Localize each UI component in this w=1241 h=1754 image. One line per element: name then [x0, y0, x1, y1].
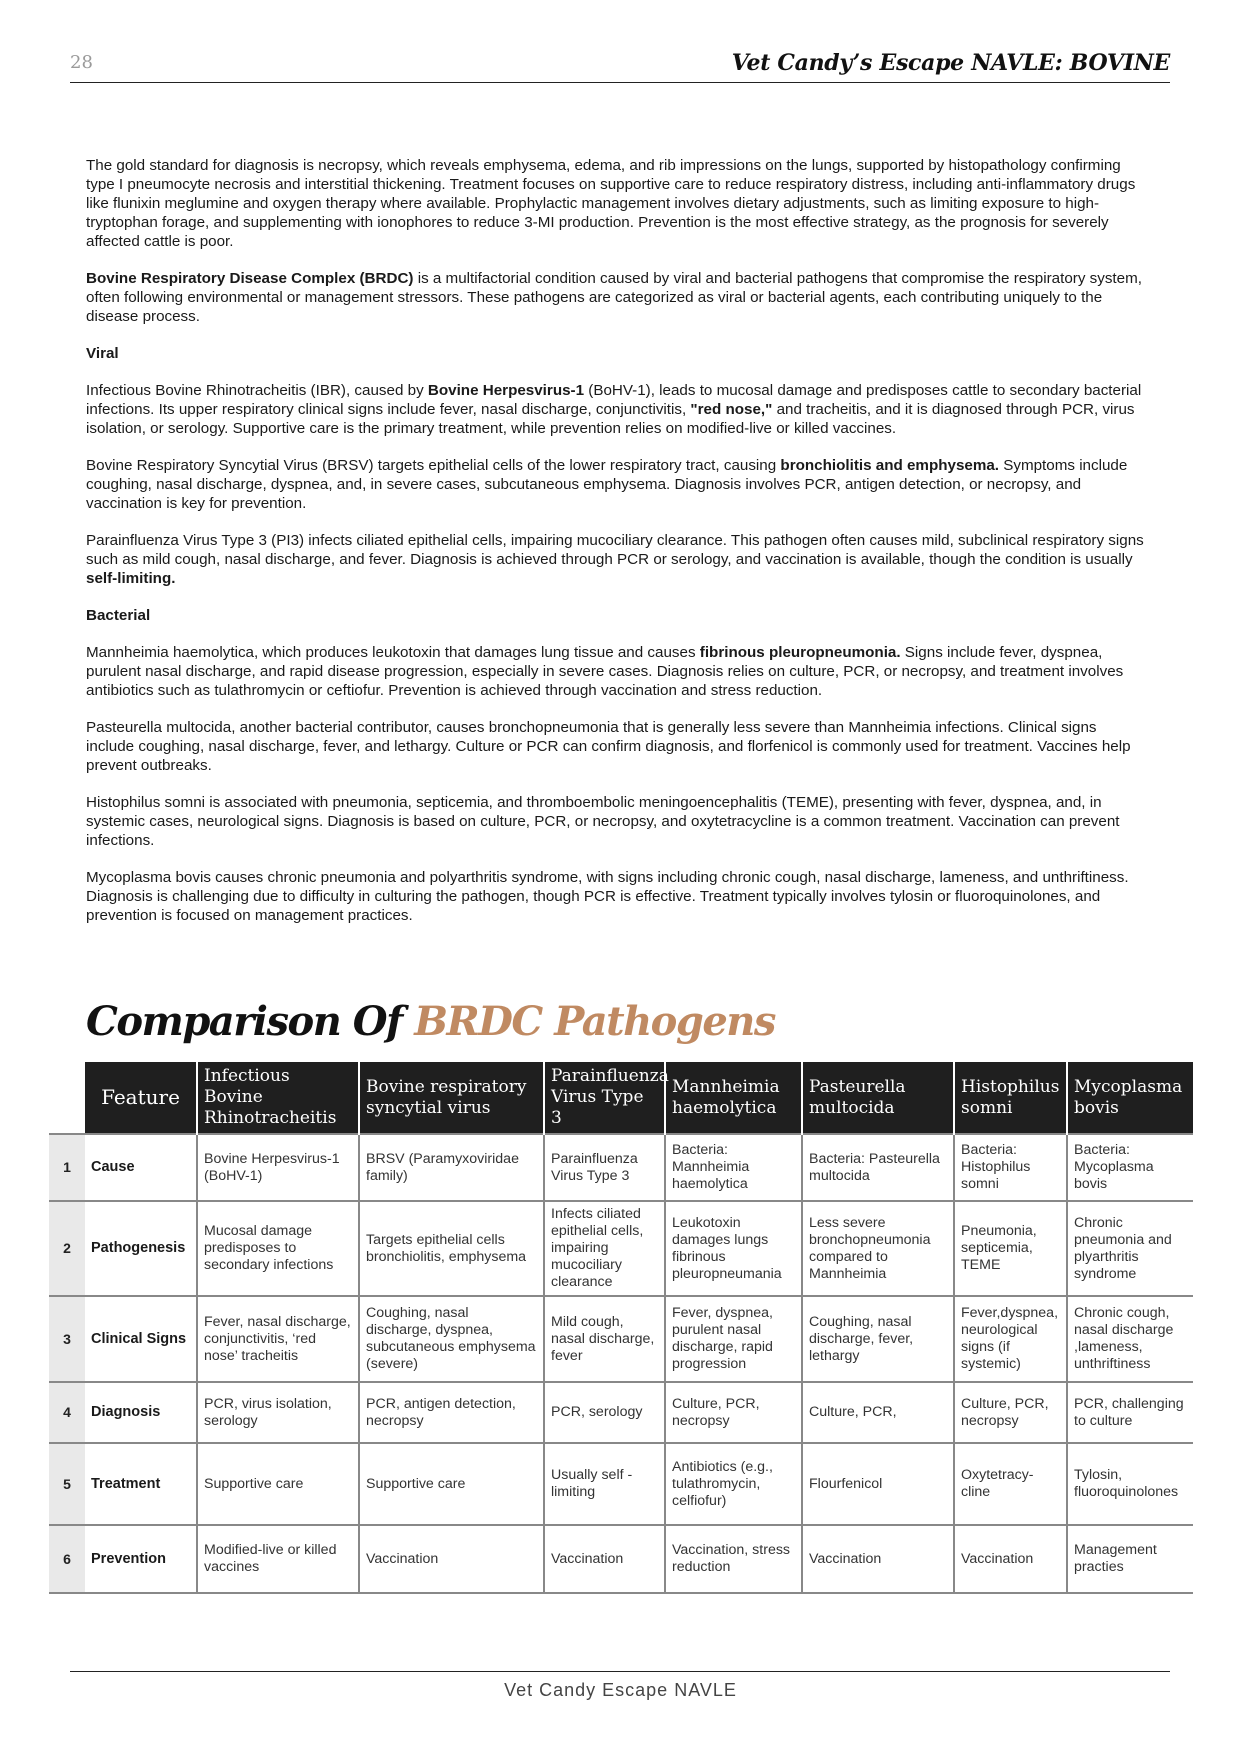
table-cell: Vaccination — [954, 1525, 1067, 1593]
table-cell: Management practies — [1067, 1525, 1193, 1593]
table-cell: Fever,dyspnea, neurological signs (if systemic) — [954, 1296, 1067, 1382]
running-title: Vet Candy’s Escape NAVLE: BOVINE — [731, 50, 1170, 76]
table-row — [49, 1525, 1193, 1593]
mh-text-a: Mannheimia haemolytica, which produces leukotoxin that damages lung tissue and causes — [86, 644, 700, 661]
comparison-table — [49, 1062, 1193, 1594]
table-cell: Coughing, nasal discharge, fever, lethargy — [802, 1296, 954, 1382]
table-cell: Antibiotics (e.g., tulathromycin, celfiofur) — [665, 1443, 802, 1525]
table-row — [49, 1443, 1193, 1525]
table-row — [49, 1201, 1193, 1296]
mh-text-b: Signs include fever, dyspnea, purulent nasal discharge, and rapid disease progression, especially in severe cases. Diagnosis relies on culture, PCR, or necropsy, and treatment involves antibiotics such as tulathromycin or ceftiofur. Prevention is achieved through vaccination and stress reduction. — [86, 644, 1124, 699]
table-cell: Infects ciliated epithelial cells, impairing mucociliary clearance — [544, 1201, 665, 1296]
row-feature: Prevention — [85, 1525, 197, 1593]
ibr-term-1: Bovine Herpesvirus-1 — [427, 382, 585, 399]
ibr-text-c: and tracheitis, and it is diagnosed through PCR, virus isolation, or serology. Supportive care is the primary treatment, while prevention relies on modified-live or killed vaccines. — [86, 401, 1135, 437]
table-cell: Oxytetracy-cline — [954, 1443, 1067, 1525]
section-title — [86, 998, 775, 1045]
row-feature: Treatment — [85, 1443, 197, 1525]
table-cell: PCR, challenging to culture — [1067, 1382, 1193, 1443]
paragraph-mannheimia — [86, 643, 1148, 700]
section-title-main: Comparison Of — [86, 998, 415, 1045]
table-cell: Bacteria: Mannheimia haemolytica — [665, 1134, 802, 1201]
table-cell: Fever, dyspnea, purulent nasal discharge, rapid progression — [665, 1296, 802, 1382]
table-cell: Supportive care — [359, 1443, 544, 1525]
body-text — [86, 156, 1148, 943]
table-cell: Less severe bronchopneumonia compared to Mannheimia — [802, 1201, 954, 1296]
table-cell: Mild cough, nasal discharge, fever — [544, 1296, 665, 1382]
paragraph-necropsy: The gold standard for diagnosis is necropsy, which reveals emphysema, edema, and rib impressions on the lungs, supported by histopathology confirming type I pneumocyte necrosis and interstitial thickening. Treatment focuses on supportive care to reduce respiratory distress, including anti-inflammatory drugs like flunixin meglumine and oxygen therapy where available. Prophylactic management involves dietary adjustments, such as limiting exposure to high-tryptophan forage, and supplementing with ionophores to reduce 3-MI production. Prevention is the most effective strategy, as the prognosis for severely affected cattle is poor. — [86, 157, 1136, 250]
row-number: 2 — [49, 1201, 85, 1296]
table-cell: Fever, nasal discharge, conjunctivitis, ‘red nose’ tracheitis — [197, 1296, 359, 1382]
viral-heading: Viral — [86, 345, 119, 362]
paragraph-histophilus: Histophilus somni is associated with pneumonia, septicemia, and thromboembolic meningoencephalitis (TEME), presenting with fever, dyspnea, and, in systemic cases, neurological signs. Diagnosis is based on culture, PCR, or necropsy, and oxytetracycline is a common treatment. Vaccination can prevent infections. — [86, 794, 1120, 849]
row-feature: Clinical Signs — [85, 1296, 197, 1382]
table-row — [49, 1382, 1193, 1443]
bacterial-heading: Bacterial — [86, 607, 151, 624]
page-number: 28 — [70, 52, 93, 73]
table-cell: Culture, PCR, — [802, 1382, 954, 1443]
header-blank-cell — [49, 1062, 85, 1134]
row-feature: Cause — [85, 1134, 197, 1201]
table-cell: PCR, serology — [544, 1382, 665, 1443]
header-cell: Infectious Bovine Rhinotracheitis — [197, 1062, 359, 1134]
paragraph-pasteurella: Pasteurella multocida, another bacterial contributor, causes bronchopneumonia that is generally less severe than Mannheimia infections. Clinical signs include coughing, nasal discharge, fever, and lethargy. Culture or PCR can confirm diagnosis, and florfenicol is commonly used for treatment. Vaccines help prevent outbreaks. — [86, 719, 1131, 774]
table-cell: PCR, antigen detection, necropsy — [359, 1382, 544, 1443]
table-cell: Supportive care — [197, 1443, 359, 1525]
row-number: 6 — [49, 1525, 85, 1593]
table-cell: Vaccination — [544, 1525, 665, 1593]
comparison-table-wrapper — [49, 1062, 1193, 1594]
footer-text: Vet Candy Escape NAVLE — [504, 1680, 737, 1700]
table-cell: Bacteria: Pasteurella multocida — [802, 1134, 954, 1201]
header-cell: Feature — [85, 1062, 197, 1134]
table-cell: Targets epithelial cells bronchiolitis, emphysema — [359, 1201, 544, 1296]
section-title-accent: BRDC Pathogens — [414, 998, 775, 1045]
table-cell: BRSV (Paramyxoviridae family) — [359, 1134, 544, 1201]
row-number: 4 — [49, 1382, 85, 1443]
table-cell: Vaccination — [359, 1525, 544, 1593]
table-cell: Bacteria: Mycoplasma bovis — [1067, 1134, 1193, 1201]
table-cell: Flourfenicol — [802, 1443, 954, 1525]
table-cell: Mucosal damage predisposes to secondary infections — [197, 1201, 359, 1296]
brdc-text: is a multifactorial condition caused by viral and bacterial pathogens that compromise the respiratory system, often following environmental or management stressors. These pathogens are categorized as viral or bacterial agents, each contributing uniquely to the disease process. — [86, 270, 1142, 325]
table-cell: Leukotoxin damages lungs fibrinous pleuropneumania — [665, 1201, 802, 1296]
table-cell: PCR, virus isolation, serology — [197, 1382, 359, 1443]
table-cell: Chronic cough, nasal discharge ,lameness, unthriftiness — [1067, 1296, 1193, 1382]
row-feature: Diagnosis — [85, 1382, 197, 1443]
header-cell: Histophilus somni — [954, 1062, 1067, 1134]
ibr-text-a: Infectious Bovine Rhinotracheitis (IBR), caused by — [86, 382, 428, 399]
table-row — [49, 1134, 1193, 1201]
header-cell: Mycoplasma bovis — [1067, 1062, 1193, 1134]
page-header — [70, 46, 1170, 83]
paragraph-pi3 — [86, 531, 1148, 588]
table-cell: Vaccination, stress reduction — [665, 1525, 802, 1593]
table-cell: Chronic pneumonia and plyarthritis syndrome — [1067, 1201, 1193, 1296]
pi3-text: Parainfluenza Virus Type 3 (PI3) infects ciliated epithelial cells, impairing mucociliary clearance. This pathogen often causes mild, subclinical respiratory signs such as mild cough, nasal discharge, and fever. Diagnosis is achieved through PCR or serology, and vaccination is available, though the condition is usually — [86, 532, 1144, 568]
pi3-term: self-limiting. — [86, 570, 176, 587]
table-cell: Coughing, nasal discharge, dyspnea, subcutaneous emphysema (severe) — [359, 1296, 544, 1382]
header-cell: Parainfluenza Virus Type 3 — [544, 1062, 665, 1134]
table-cell: Culture, PCR, necropsy — [665, 1382, 802, 1443]
table-cell: Bacteria: Histophilus somni — [954, 1134, 1067, 1201]
table-cell: Bovine Herpesvirus-1 (BoHV-1) — [197, 1134, 359, 1201]
paragraph-brdc — [86, 269, 1148, 326]
ibr-term-2: "red nose," — [690, 401, 773, 418]
table-cell: Usually self - limiting — [544, 1443, 665, 1525]
brsv-term: bronchiolitis and emphysema. — [780, 457, 1000, 474]
mh-term: fibrinous pleuropneumonia. — [699, 644, 901, 661]
footer-divider — [70, 1671, 1170, 1672]
header-cell: Pasteurella multocida — [802, 1062, 954, 1134]
table-cell: Vaccination — [802, 1525, 954, 1593]
paragraph-ibr — [86, 381, 1148, 438]
table-header-row — [49, 1062, 1193, 1134]
paragraph-mycoplasma: Mycoplasma bovis causes chronic pneumonia and polyarthritis syndrome, with signs including chronic cough, nasal discharge, lameness, and unthriftiness. Diagnosis is challenging due to difficulty in culturing the pathogen, though PCR is effective. Treatment typically involves tylosin or fluoroquinolones, and prevention is focused on management practices. — [86, 869, 1129, 924]
table-cell: Pneumonia, septicemia, TEME — [954, 1201, 1067, 1296]
table-cell: Culture, PCR, necropsy — [954, 1382, 1067, 1443]
header-cell: Mannheimia haemolytica — [665, 1062, 802, 1134]
table-cell: Parainfluenza Virus Type 3 — [544, 1134, 665, 1201]
table-row — [49, 1296, 1193, 1382]
header-cell: Bovine respiratory syncytial virus — [359, 1062, 544, 1134]
brsv-text-b: Symptoms include coughing, nasal discharge, dyspnea, and, in severe cases, subcutaneous emphysema. Diagnosis involves PCR, antigen detection, or necropsy, and vaccination is key for prevention. — [86, 457, 1128, 512]
ibr-text-b: (BoHV-1), leads to mucosal damage and predisposes cattle to secondary bacterial infections. Its upper respiratory clinical signs include fever, nasal discharge, conjunctivitis, — [86, 382, 1142, 418]
brdc-term: Bovine Respiratory Disease Complex (BRDC) — [86, 270, 414, 287]
row-number: 1 — [49, 1134, 85, 1201]
row-number: 5 — [49, 1443, 85, 1525]
paragraph-brsv — [86, 456, 1148, 513]
row-number: 3 — [49, 1296, 85, 1382]
brsv-text-a: Bovine Respiratory Syncytial Virus (BRSV) targets epithelial cells of the lower respiratory tract, causing — [86, 457, 781, 474]
table-cell: Tylosin, fluoroquinolones — [1067, 1443, 1193, 1525]
row-feature: Pathogenesis — [85, 1201, 197, 1296]
table-cell: Modified-live or killed vaccines — [197, 1525, 359, 1593]
